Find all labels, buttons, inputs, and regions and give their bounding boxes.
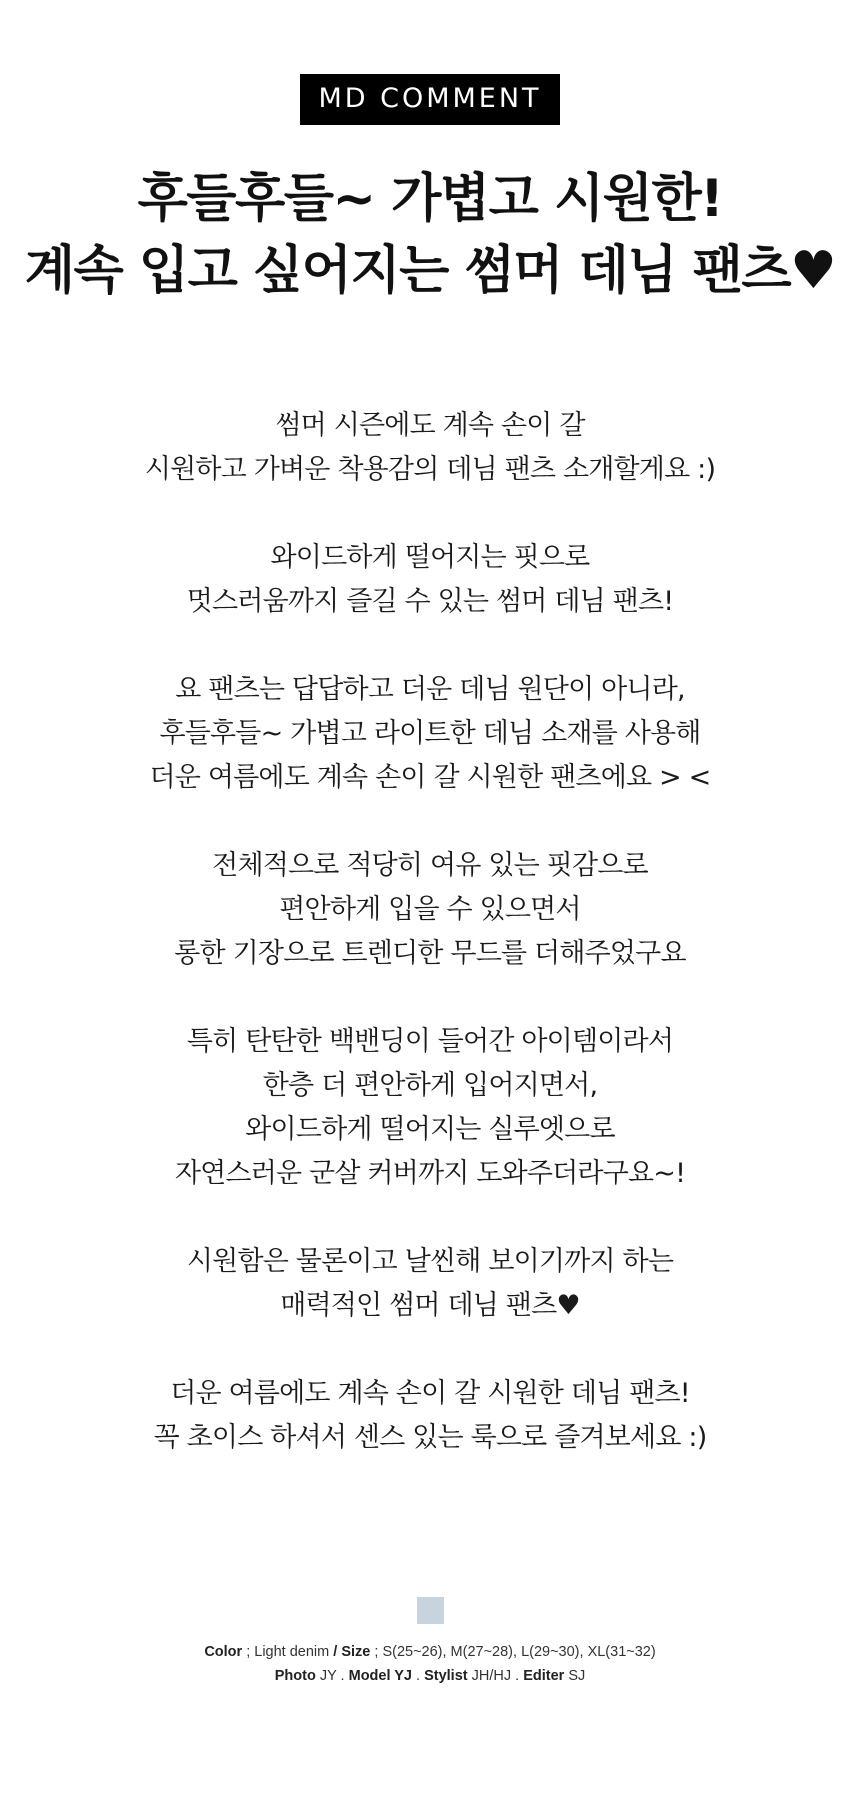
body-line: 더운 여름에도 계속 손이 갈 시원한 데님 팬츠!	[170, 1378, 690, 1409]
body-line: 멋스러움까지 즐길 수 있는 썸머 데님 팬츠!	[186, 586, 674, 617]
md-comment-badge: MD COMMENT	[300, 74, 559, 125]
body-line: 시원함은 물론이고 날씬해 보이기까지 하는	[186, 1246, 674, 1277]
body-line: 와이드하게 떨어지는 실루엣으로	[245, 1114, 615, 1145]
product-info	[0, 1640, 860, 1688]
credits-dot: .	[412, 1668, 425, 1684]
paragraph-2	[0, 536, 860, 624]
color-swatch-wrap	[0, 1597, 860, 1628]
size-label: Size	[341, 1644, 371, 1660]
md-comment-badge-wrap	[0, 74, 860, 125]
paragraph-3	[0, 668, 860, 800]
md-comment-body	[0, 404, 860, 1504]
body-line: 자연스러운 군살 커버까지 도와주더라구요~!	[174, 1158, 686, 1189]
body-line: 와이드하게 떨어지는 핏으로	[270, 542, 590, 573]
body-line: 롱한 기장으로 트렌디한 무드를 더해주었구요	[174, 938, 686, 969]
editer-label: Editer	[523, 1668, 565, 1684]
paragraph-5	[0, 1020, 860, 1196]
photo-value: JY .	[315, 1668, 349, 1684]
stylist-value: JH/HJ .	[467, 1668, 524, 1684]
color-size-line	[0, 1640, 860, 1664]
color-label: Color	[204, 1644, 243, 1660]
body-line: 더운 여름에도 계속 손이 갈 시원한 팬츠에요 > <	[149, 762, 711, 793]
headline	[0, 163, 860, 307]
slash-separator: /	[329, 1644, 342, 1660]
credits-line	[0, 1664, 860, 1688]
stylist-label: Stylist	[424, 1668, 468, 1684]
model-label: Model YJ	[348, 1668, 412, 1684]
paragraph-1	[0, 404, 860, 492]
body-line: 썸머 시즌에도 계속 손이 갈	[275, 410, 585, 441]
body-line: 후들후들~ 가볍고 라이트한 데님 소재를 사용해	[159, 718, 701, 749]
body-line: 전체적으로 적당히 여유 있는 핏감으로	[212, 850, 648, 881]
paragraph-4	[0, 844, 860, 976]
body-line: 편안하게 입을 수 있으면서	[279, 894, 581, 925]
photo-label: Photo	[274, 1668, 316, 1684]
body-line: 꼭 초이스 하셔서 센스 있는 룩으로 즐겨보세요 :)	[153, 1422, 707, 1453]
size-separator: ;	[370, 1644, 383, 1660]
body-line: 요 팬츠는 답답하고 더운 데님 원단이 아니라,	[175, 674, 685, 705]
body-line: 매력적인 썸머 데님 팬츠♥	[280, 1290, 580, 1321]
body-line: 특히 탄탄한 백밴딩이 들어간 아이템이라서	[186, 1026, 674, 1057]
color-swatch-light-denim	[417, 1597, 444, 1624]
headline-line-2: 계속 입고 싶어지는 썸머 데님 팬츠♥	[24, 241, 836, 301]
color-separator: ;	[242, 1644, 255, 1660]
headline-line-1: 후들후들~ 가볍고 시원한!	[137, 169, 723, 229]
size-value: S(25~26), M(27~28), L(29~30), XL(31~32)	[382, 1644, 656, 1660]
color-value: Light denim	[254, 1644, 330, 1660]
editer-value: SJ	[564, 1668, 586, 1684]
body-line: 한층 더 편안하게 입어지면서,	[262, 1070, 598, 1101]
paragraph-7	[0, 1372, 860, 1460]
body-line: 시원하고 가벼운 착용감의 데님 팬츠 소개할게요 :)	[144, 454, 716, 485]
paragraph-6	[0, 1240, 860, 1328]
